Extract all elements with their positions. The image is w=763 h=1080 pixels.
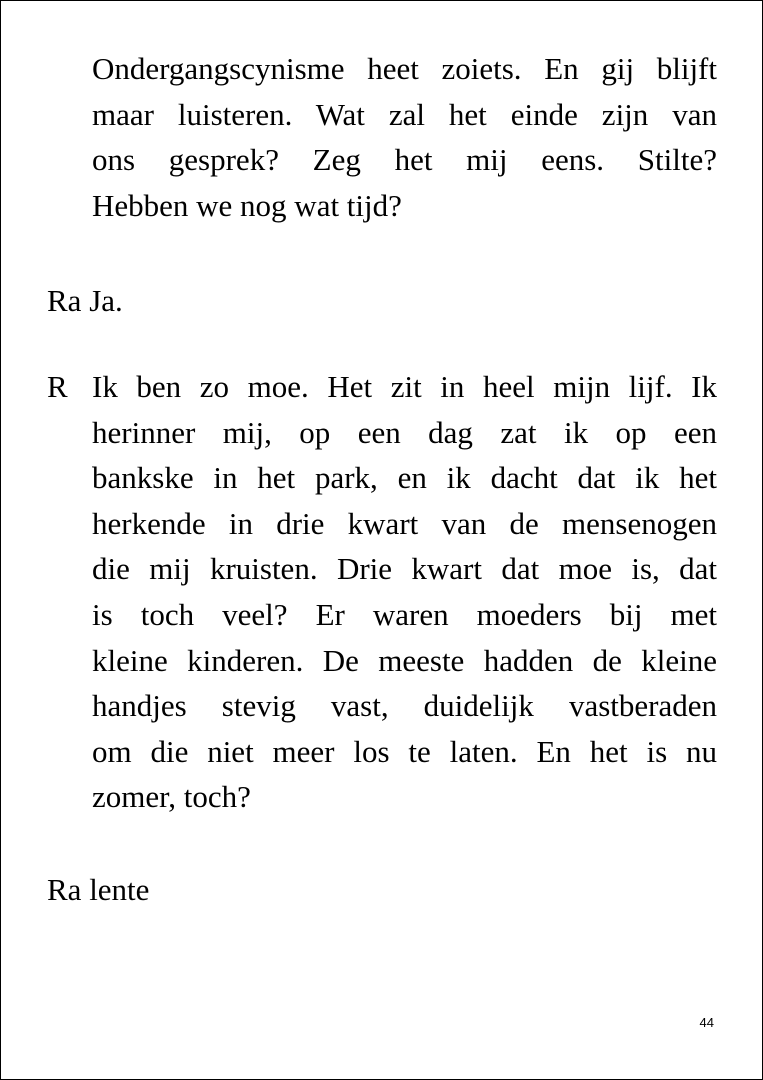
- dialogue-block-ra: [47, 278, 717, 324]
- dialogue-text: [92, 364, 717, 820]
- text-line: ons gesprek? Zeg het mij eens. Stilte?: [92, 142, 717, 178]
- text-line: herinner mij, op een dag zat ik op een: [92, 414, 717, 450]
- speaker-label: Ra: [47, 283, 82, 318]
- dialogue-block-r: [47, 364, 717, 820]
- text-line: maar luisteren. Wat zal het einde zijn van: [92, 96, 717, 132]
- text-line: kleine kinderen. De meeste hadden de kleine: [92, 642, 717, 678]
- dialogue-text: Ja.: [89, 283, 123, 318]
- dialogue-block-ra-2: [47, 867, 717, 913]
- speaker-label: R: [47, 369, 68, 404]
- dialogue-line: [47, 872, 149, 907]
- dialogue-text: [92, 46, 717, 228]
- text-line: om die niet meer los te laten. En het is nu: [92, 733, 717, 769]
- dialogue-text: lente: [89, 872, 150, 907]
- speaker-label: Ra: [47, 872, 82, 907]
- dialogue-line: [47, 283, 123, 318]
- text-line: handjes stevig vast, duidelijk vastberaden: [92, 688, 717, 724]
- text-line: is toch veel? Er waren moeders bij met: [92, 596, 717, 632]
- page-number: 44: [699, 1015, 714, 1030]
- dialogue-block-continuation: [47, 46, 717, 228]
- text-line: Hebben we nog wat tijd?: [92, 187, 402, 223]
- text-line: bankske in het park, en ik dacht dat ik het: [92, 460, 717, 496]
- text-line: zomer, toch?: [92, 779, 251, 815]
- text-line: die mij kruisten. Drie kwart dat moe is, dat: [92, 551, 717, 587]
- text-line: Ondergangscynisme heet zoiets. En gij blijft: [92, 51, 717, 86]
- text-line: herkende in drie kwart van de mensenogen: [92, 505, 717, 541]
- text-line: Ik ben zo moe. Het zit in heel mijn lijf. Ik: [92, 369, 717, 404]
